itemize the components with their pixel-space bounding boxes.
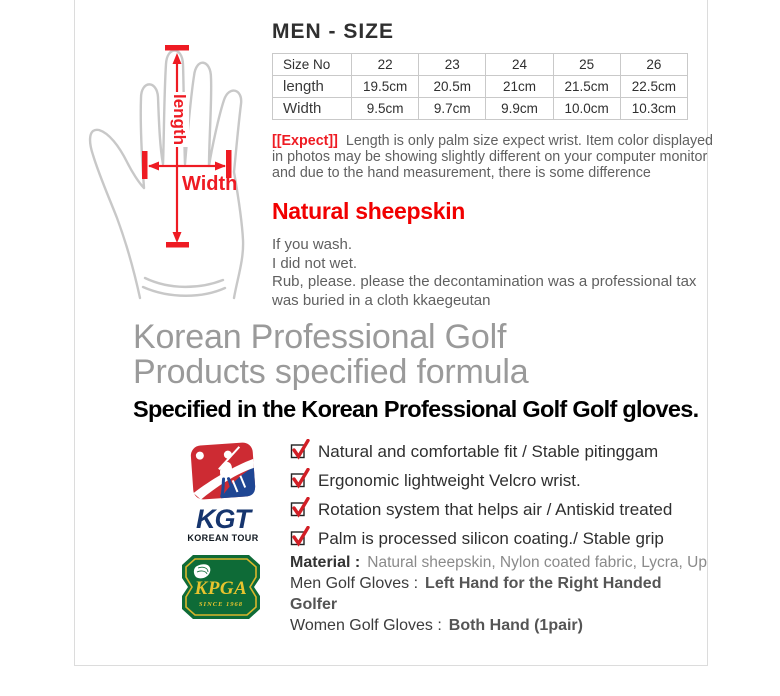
kgt-wordmark: KGT — [196, 504, 250, 534]
feature-checklist — [290, 441, 672, 557]
red-checkbox-icon — [290, 439, 311, 460]
spec-value: Both Hand (1pair) — [448, 617, 583, 634]
feature-text: Natural and comfortable fit / Stable pitinggam — [318, 442, 659, 461]
formula-title — [133, 320, 713, 390]
size-table-cell: 22 — [352, 54, 419, 76]
spec-row-material — [290, 552, 710, 573]
size-table-cell: 10.0cm — [553, 98, 620, 120]
feature-item — [290, 499, 672, 520]
feature-text: Palm is processed silicon coating./ Stable grip — [318, 529, 664, 548]
formula-title-line1: Korean Professional Golf — [133, 318, 507, 356]
expect-label: [[Expect]] — [272, 133, 338, 149]
wash-instructions — [272, 236, 724, 310]
size-table-cell: 9.5cm — [352, 98, 419, 120]
size-table-cell: Width — [273, 98, 352, 120]
size-table-cell: length — [273, 76, 352, 98]
size-section — [272, 20, 724, 310]
wash-line: Rub, please. please the decontamination was a professional tax was buried in a cloth kkaegeutan — [272, 273, 697, 309]
size-table-cell: 25 — [553, 54, 620, 76]
size-table-cell: 23 — [419, 54, 486, 76]
kpga-wordmark: KPGA — [194, 578, 248, 599]
size-table-cell: 21.5cm — [553, 76, 620, 98]
spec-row-men-gloves — [290, 573, 710, 615]
size-table-cell: 9.7cm — [419, 98, 486, 120]
hand-measurement-diagram — [85, 40, 270, 308]
size-table-width-row — [273, 98, 688, 120]
kgt-logo — [181, 441, 265, 543]
size-table-length-row — [273, 76, 688, 98]
hand-outline-graphic — [85, 40, 270, 308]
spec-value: Natural sheepskin, Nylon coated fabric, Lycra, Up — [367, 554, 707, 571]
width-measure-label: Width — [182, 173, 238, 195]
wash-line: I did not wet. — [272, 254, 358, 272]
spec-label: Material : — [290, 554, 361, 571]
size-table-cell: 26 — [620, 54, 687, 76]
formula-title-line2: Products specified formula — [133, 353, 529, 391]
size-table-cell: 10.3cm — [620, 98, 687, 120]
size-table-cell: 20.5m — [419, 76, 486, 98]
expect-text: Length is only palm size expect wrist. Item color displayed in photos may be showing slightly different on your computer monitor and due to the hand measurement, there is some difference — [272, 133, 714, 181]
red-checkbox-icon — [290, 526, 311, 547]
spec-label: Men Golf Gloves : — [290, 575, 419, 592]
size-table-cell: 21cm — [486, 76, 553, 98]
spec-list — [290, 552, 710, 636]
size-table — [272, 53, 688, 120]
kgt-subtext: KOREAN TOUR — [187, 533, 259, 543]
size-table-cell: 19.5cm — [352, 76, 419, 98]
feature-item — [290, 441, 672, 462]
length-measure-label: length — [170, 94, 189, 145]
kpga-subtext: SINCE 1968 — [198, 601, 244, 608]
size-table-cell: 9.9cm — [486, 98, 553, 120]
kgt-emblem-icon — [188, 441, 258, 501]
feature-item — [290, 528, 672, 549]
material-heading: Natural sheepskin — [272, 198, 466, 224]
red-checkbox-icon — [290, 468, 311, 489]
formula-section — [133, 320, 713, 423]
size-table-header-row — [273, 54, 688, 76]
formula-subtitle: Specified in the Korean Professional Golf Golf gloves. — [133, 396, 699, 422]
size-table-cell: 24 — [486, 54, 553, 76]
spec-label: Women Golf Gloves : — [290, 617, 442, 634]
feature-item — [290, 470, 672, 491]
spec-row-women-gloves — [290, 615, 710, 636]
size-table-cell: 22.5cm — [620, 76, 687, 98]
feature-text: Rotation system that helps air / Antiskid treated — [318, 500, 673, 519]
wash-line: If you wash. — [272, 236, 353, 253]
size-table-cell: Size No — [273, 54, 352, 76]
expect-note — [272, 133, 724, 181]
feature-text: Ergonomic lightweight Velcro wrist. — [318, 471, 581, 490]
kpga-logo — [181, 554, 261, 620]
spec-value: Left Hand for the Right Handed Golfer — [290, 575, 662, 613]
red-checkbox-icon — [290, 497, 311, 518]
men-size-heading: MEN - SIZE — [272, 20, 395, 43]
